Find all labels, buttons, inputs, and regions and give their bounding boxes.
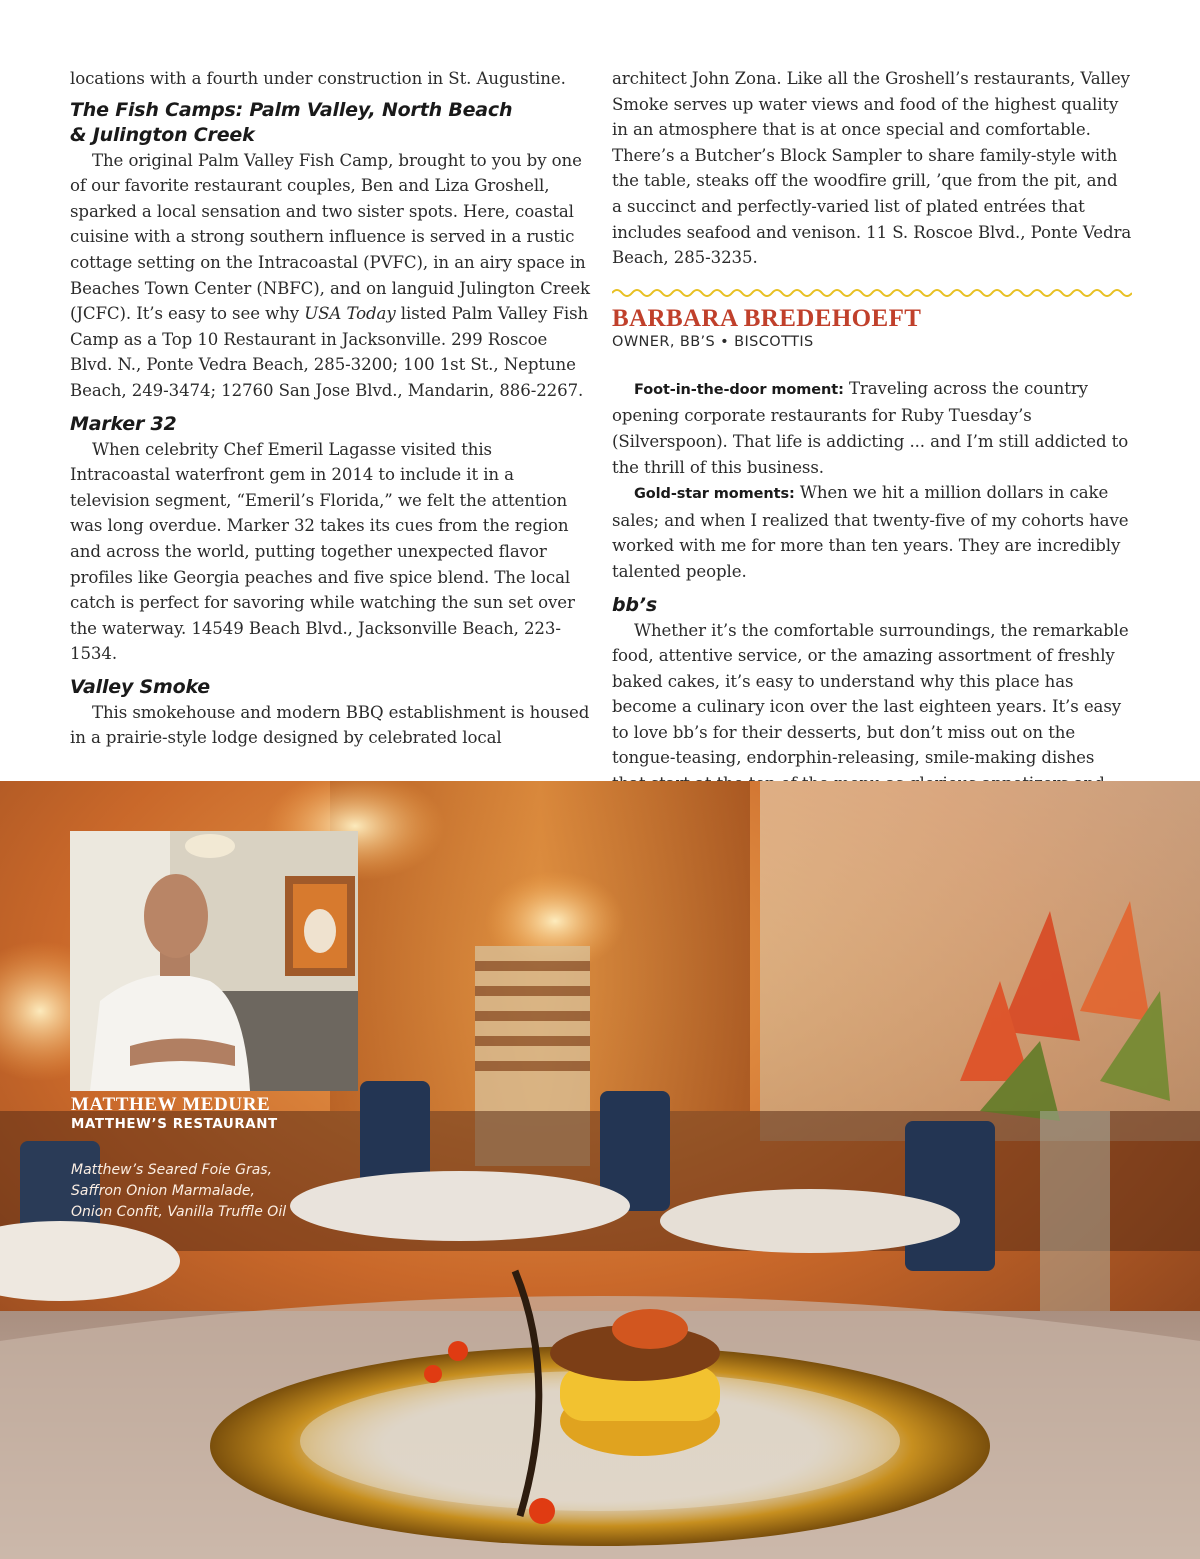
photo-caption xyxy=(71,1093,371,1223)
foot-in-door-text: Traveling across the country opening corporate restaurants for Ruby Tuesday’s (Silverspoon). That life is addicting ... and I’m still addicted to the thrill of this business. xyxy=(612,378,1129,477)
wavy-divider xyxy=(612,285,1132,301)
bbs-body: Whether it’s the comfortable surroundings, the remarkable food, attentive service, or the amazing assortment of freshly baked cakes, it’s easy to understand why this place has become a culinary icon over the last eighteen years. It’s easy to love bb’s for their desserts, but don’t miss out on the tongue-teasing, endorphin-releasing, smile-making dishes xyxy=(612,620,1129,768)
valley-smoke-heading: Valley Smoke xyxy=(70,675,210,698)
gold-star-label: Gold-star moments: xyxy=(634,486,795,503)
gold-star-text: When we hit a million dollars in cake sales; and when I realized that twenty-five of my cohorts have worked with me for more than ten years. They are incredibly talented people. xyxy=(612,483,1129,581)
right-column xyxy=(612,66,1132,822)
restaurant-name: MATTHEW’S RESTAURANT xyxy=(71,1117,278,1132)
marker32-heading: Marker 32 xyxy=(70,412,177,435)
chef-portrait xyxy=(70,831,358,1091)
gold-star-paragraph xyxy=(612,480,1132,584)
fish-camps-body-part2: listed Palm Valley Fish Camp as a Top 10 Restaurant in Jacksonville. 299 Roscoe Blvd. N., Ponte Vedra Beach, 285-3200; 100 1st St., Neptune Beach, 249-3474; 12760 San Jose Blvd., Mandarin, 886-2267. xyxy=(70,304,589,400)
valley-smoke-continued: architect John Zona. Like all the Groshell’s restaurants, Valley Smoke serves up water views and food of the highest quality in an atmosphere that is at once special and comfortable. There’s a Butcher’s Block Sampler to share family-style with the table, steaks off the woodfire grill, ’que from the pit, and a succinct and perfectly-varied list of plated entrées that includes seafood and venison. 11 S. Roscoe Blvd., Ponte Vedra Beach, 285-3235. xyxy=(612,69,1132,268)
bbs-heading: bb’s xyxy=(612,593,657,616)
dish-caption xyxy=(71,1160,371,1223)
dish-line-3: Onion Confit, Vanilla Truffle Oil xyxy=(71,1204,287,1220)
fish-camps-body xyxy=(70,148,590,404)
dish-line-2: Saffron Onion Marmalade, xyxy=(71,1183,255,1199)
fish-camps-body-part1: The original Palm Valley Fish Camp, brought to you by one of our favorite restaurant couples, Ben and Liza Groshell, sparked a local sensation and two sister spots. Here, coastal cuisine with a strong southern influence is served in a rustic cottage setting on the Intracoastal (PVFC), in an airy space in Beaches Town Center (NBFC), and on languid Julington Creek (JCFC). It’s easy to see why xyxy=(70,150,590,324)
restaurant-photo xyxy=(0,781,1200,1559)
profile-role: OWNER, BB’S • BISCOTTIS xyxy=(612,333,814,350)
fish-camps-heading-line1: The Fish Camps: Palm Valley, North Beach xyxy=(70,98,513,121)
fish-camps-heading-line2: & Julington Creek xyxy=(70,123,255,146)
fish-camps-heading xyxy=(70,98,590,148)
profile-name: BARBARA BREDEHOEFT xyxy=(612,304,922,332)
marker32-body: When celebrity Chef Emeril Lagasse visited this Intracoastal waterfront gem in 2014 to include it in a television segment, “Emeril’s Florida,” we felt the attention was long overdue. Marker 32 takes its cues from the region and across the world, putting together unexpected flavor profiles like Georgia peaches and five spice blend. The local catch is perfect for savoring while watching the sun set over the waterway. 14549 Beach Blvd., Jacksonville Beach, 223-1534. xyxy=(70,439,575,664)
left-column xyxy=(70,66,590,751)
valley-smoke-body: This smokehouse and modern BBQ establishment is housed in a prairie-style lodge designed by celebrated local xyxy=(70,702,590,748)
foot-in-door-label: Foot-in-the-door moment: xyxy=(634,381,844,398)
dish-line-1: Matthew’s Seared Foie Gras, xyxy=(71,1162,273,1178)
usa-today-title: USA Today xyxy=(304,304,396,324)
chef-name: MATTHEW MEDURE xyxy=(71,1094,271,1115)
chef-portrait-image xyxy=(70,831,358,1091)
intro-line: locations with a fourth under construction in St. Augustine. xyxy=(70,69,566,88)
foot-in-door-paragraph xyxy=(612,376,1132,480)
